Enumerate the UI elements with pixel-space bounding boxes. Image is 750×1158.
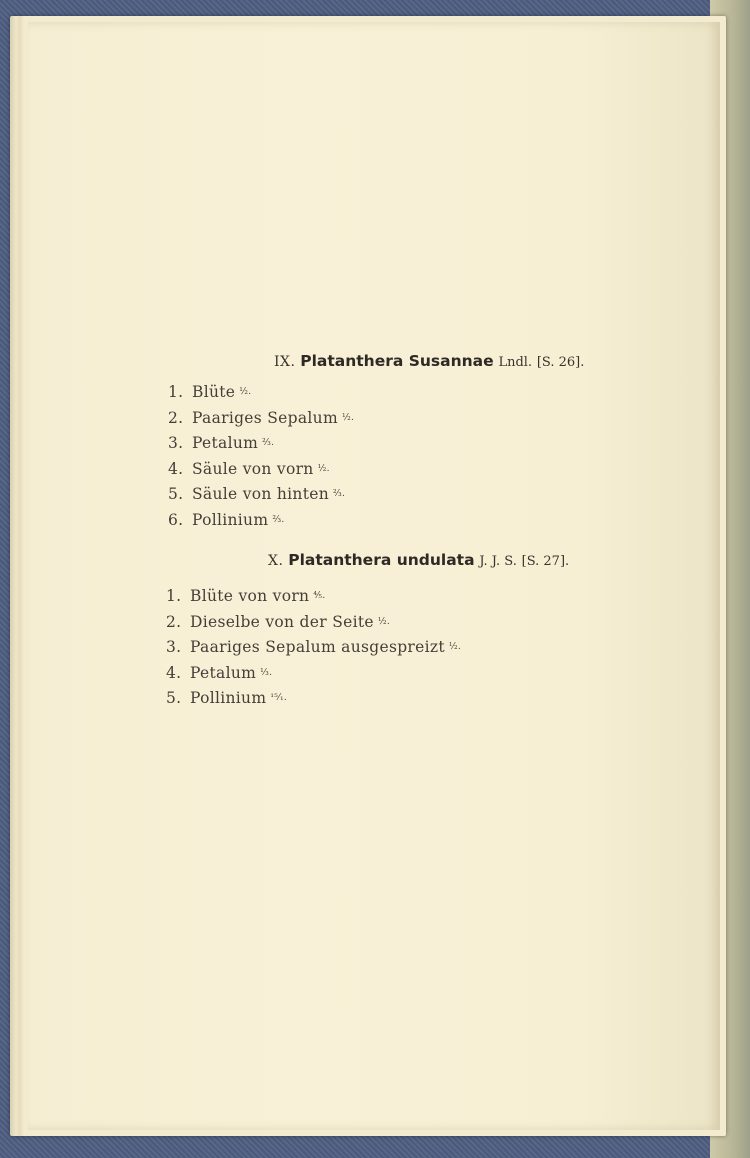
item-text: Paariges Sepalum ausgespreizt (190, 638, 445, 656)
item-text: Blüte (192, 383, 236, 401)
item-number: 4. (168, 459, 184, 478)
item-text: Petalum (192, 434, 259, 452)
section-heading-ix (274, 352, 584, 370)
list-item (168, 380, 354, 406)
section-numeral: X. (268, 553, 284, 569)
item-number: 5. (168, 485, 184, 503)
item-scale: ⅔. (272, 514, 285, 525)
page-reference: [S. 26]. (536, 355, 585, 370)
page-content (28, 22, 720, 1130)
item-scale: ¹⁵⁄₁. (270, 693, 288, 703)
item-number: 2. (166, 612, 182, 631)
species-author: J. J. S. (479, 554, 517, 569)
item-number: 6. (168, 510, 184, 529)
item-scale: ½. (341, 412, 355, 423)
list-item (166, 686, 461, 712)
item-text: Säule von hinten (192, 485, 330, 503)
item-scale: ½. (317, 463, 330, 474)
item-number: 5. (166, 689, 182, 707)
item-scale: ⅔. (333, 489, 346, 499)
item-number: 4. (166, 663, 182, 682)
list-item (168, 482, 354, 508)
item-text: Pollinium (192, 510, 269, 529)
item-scale: ½. (448, 642, 462, 652)
item-number: 1. (168, 383, 184, 401)
page-reference: [S. 27]. (521, 554, 570, 569)
item-number: 3. (168, 434, 184, 452)
item-text: Paariges Sepalum (192, 408, 338, 427)
item-number: 1. (166, 587, 182, 605)
item-number: 3. (166, 638, 182, 656)
item-scale: ⅘. (313, 591, 326, 601)
item-text: Pollinium (190, 689, 267, 707)
book-page (28, 22, 720, 1130)
species-name: Platanthera Susannae (300, 352, 494, 370)
item-scale: ⅔. (262, 438, 275, 448)
item-text: Petalum (190, 663, 257, 682)
list-item (168, 508, 354, 534)
figure-list-ix (168, 380, 354, 533)
list-item (168, 457, 354, 483)
list-item (166, 635, 461, 661)
species-author: Lndl. (498, 355, 533, 370)
list-item (168, 431, 354, 457)
item-text: Säule von vorn (192, 459, 314, 478)
item-scale: ½. (239, 387, 252, 397)
section-numeral: IX. (274, 354, 296, 370)
section-heading-x (268, 551, 569, 569)
item-number: 2. (168, 408, 184, 427)
item-scale: ⅓. (260, 667, 273, 678)
item-scale: ½. (377, 616, 391, 627)
list-item (166, 661, 461, 687)
species-name: Platanthera undulata (288, 551, 475, 569)
list-item (166, 610, 461, 636)
item-text: Dieselbe von der Seite (190, 612, 374, 631)
figure-list-x (166, 584, 461, 712)
item-text: Blüte von vorn (190, 587, 310, 605)
list-item (168, 406, 354, 432)
list-item (166, 584, 461, 610)
